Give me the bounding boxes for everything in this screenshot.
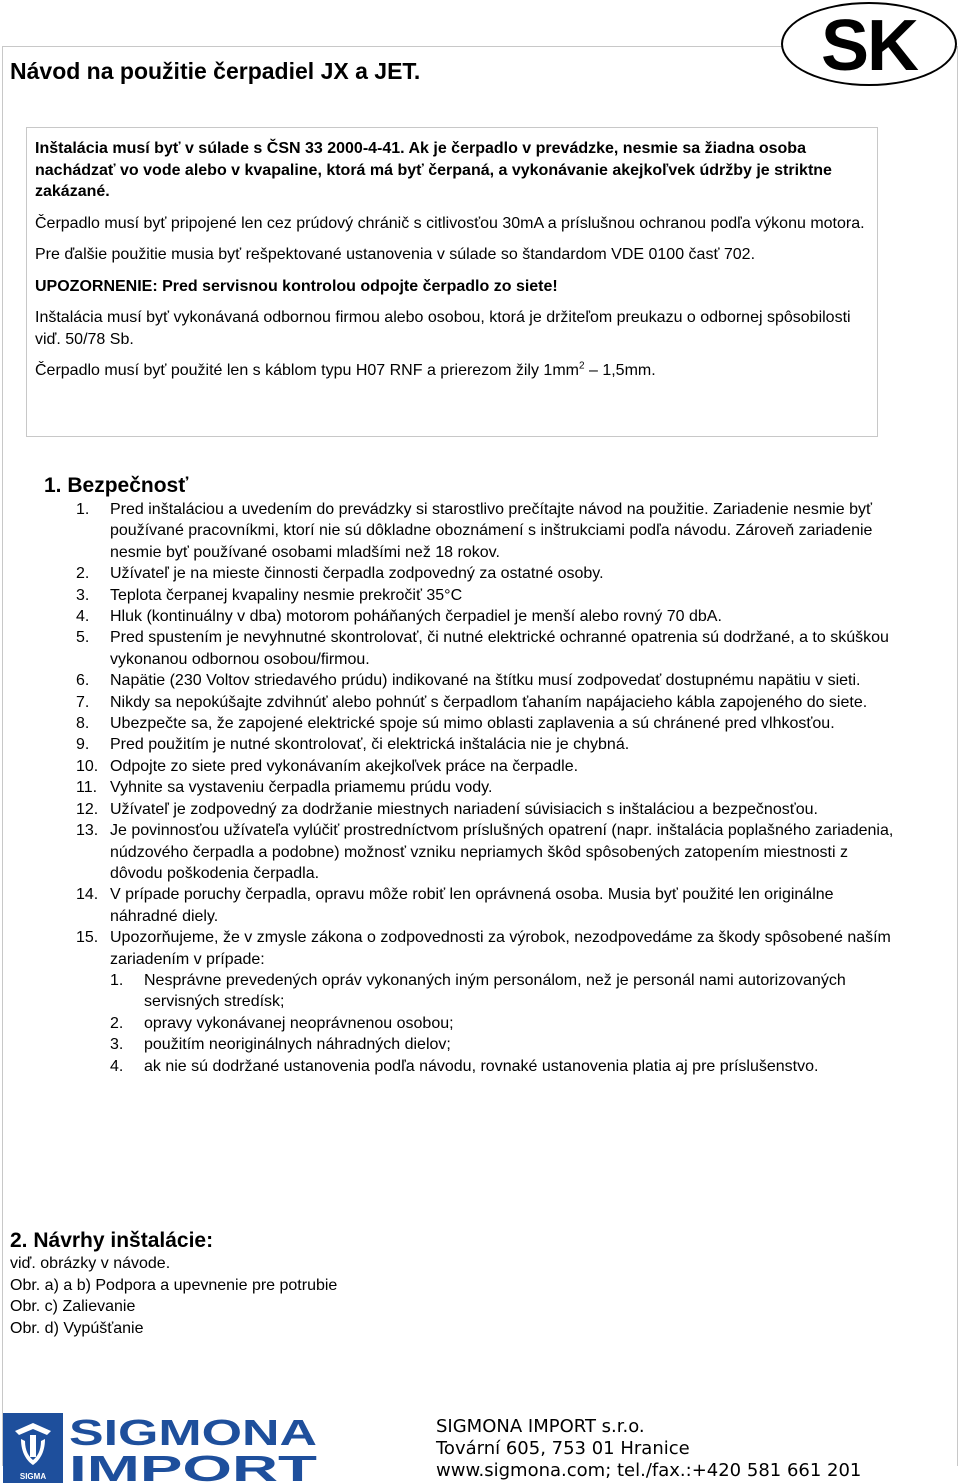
list-item <box>76 756 896 777</box>
safety-list <box>76 499 896 1077</box>
item-number: 10. <box>76 757 99 775</box>
subitem-text: ak nie sú dodržané ustanovenia podľa návodu, rovnaké ustanovenia platia aj pre príslušenstvo. <box>144 1057 819 1075</box>
info-paragraph-vde: Pre ďalšie použitie musia byť rešpektované ustanovenia v súlade so štandardom VDE 0100 časť 702. <box>35 246 756 263</box>
document-title: Návod na použitie čerpadiel JX a JET. <box>10 58 421 84</box>
item-number: 7. <box>76 693 90 711</box>
list-item <box>76 627 896 670</box>
subitem-number: 1. <box>110 971 124 989</box>
safety-info-box <box>26 127 878 437</box>
item-number: 1. <box>76 501 90 518</box>
installation-line: Obr. a) a b) Podpora a upevnenie pre potrubie <box>10 1276 338 1294</box>
item-number: 5. <box>76 629 90 647</box>
list-item <box>76 777 896 798</box>
list-item <box>76 820 896 884</box>
item-text: Upozorňujeme, že v zmysle zákona o zodpovednosti za výrobok, nezodpovedáme za škody spôsobené naším zariadením v prípade: <box>110 929 891 968</box>
sublist-item <box>110 1013 896 1034</box>
list-item <box>76 692 896 713</box>
company-contact <box>436 1416 861 1482</box>
item-text: Hluk (kontinuálny v dba) motorom poháňaných čerpadiel je menší alebo rovný 70 dbA. <box>110 608 722 626</box>
company-web-phone: www.sigmona.com; tel./fax.:+420 581 661 201 <box>436 1460 862 1481</box>
list-item <box>76 713 896 734</box>
info-paragraph-qualification: Inštalácia musí byť vykonávaná odbornou firmou alebo osobou, ktorá je držiteľom preukazu o odbornej spôsobilosti viď. 50/78 Sb. <box>35 309 851 348</box>
subitem-text: použitím neoriginálnych náhradných dielov; <box>144 1036 451 1054</box>
list-item <box>76 734 896 755</box>
list-item <box>76 499 896 563</box>
item-number: 2. <box>76 565 90 583</box>
list-item <box>76 670 896 691</box>
logo-text-top: SIGMONA <box>69 1413 317 1453</box>
item-number: 4. <box>76 608 90 626</box>
subitem-number: 3. <box>110 1036 124 1054</box>
info-paragraph-cable <box>35 360 869 382</box>
item-number: 11. <box>76 779 98 797</box>
sublist-item <box>110 970 896 1013</box>
item-number: 3. <box>76 586 90 604</box>
subitem-text: opravy vykonávanej neoprávnenou osobou; <box>144 1014 454 1032</box>
item-text: Pred použitím je nutné skontrolovať, či elektrická inštalácia nie je chybná. <box>110 736 630 754</box>
item-number: 14. <box>76 886 99 904</box>
item-number: 13. <box>76 822 99 840</box>
item-number: 9. <box>76 736 90 754</box>
info-paragraph-installation: Inštalácia musí byť v súlade s ČSN 33 2000-4-41. Ak je čerpadlo v prevádzke, nesmie sa žiadna osoba nachádzať vo vode alebo v kvapaline, ktorá má byť čerpaná, a vykonávanie akejkoľvek údržby je striktne zakázané. <box>35 140 832 200</box>
section-installation-heading: 2. Návrhy inštalácie: <box>10 1229 214 1252</box>
item-text: V prípade poruchy čerpadla, opravu môže robiť len oprávnená osoba. Musia byť použité len originálne náhradné diely. <box>110 886 834 925</box>
item-text: Pred spustením je nevyhnutné skontrolovať, či nutné elektrické ochranné opatrenia sú dodržané, a to skúškou vykonanou odbornou osobou/firmou. <box>110 629 889 668</box>
item-number: 6. <box>76 672 90 690</box>
item-text: Odpojte zo siete pred vykonávaním akejkoľvek práce na čerpadle. <box>110 757 579 775</box>
cable-text-start: Čerpadlo musí byť použité len s káblom typu H07 RNF a prierezom žily 1mm <box>35 362 579 379</box>
installation-lines <box>10 1253 337 1339</box>
liability-sublist <box>110 970 896 1077</box>
item-text: Je povinnosťou užívateľa vylúčiť prostredníctvom príslušných opatrení (napr. inštalácia poplašného zariadenia, núdzového čerpadla a podobne) možnosť vzniku nepriamych škôd spôsobených zatopením miestnosti z dôvodu poškodenia čerpadla. <box>110 822 894 882</box>
list-item <box>76 606 896 627</box>
cable-text-end: – 1,5mm. <box>584 362 656 379</box>
section-safety-heading: 1. Bezpečnosť <box>44 474 189 497</box>
subitem-number: 2. <box>110 1014 124 1032</box>
item-text: Napätie (230 Voltov striedavého prúdu) indikované na štítku musí zodpovedať dostupnému napätiu v sieti. <box>110 672 861 690</box>
item-text: Užívateľ je na mieste činnosti čerpadla zodpovedný za ostatné osoby. <box>110 565 604 583</box>
installation-line: viď. obrázky v návode. <box>10 1255 171 1272</box>
logo-text-bottom: IMPORT <box>69 1448 318 1483</box>
list-item <box>76 563 896 584</box>
company-name: SIGMONA IMPORT s.r.o. <box>436 1416 645 1437</box>
cable-superscript: 2 <box>578 360 585 372</box>
list-item <box>76 884 896 927</box>
sublist-item <box>110 1056 896 1077</box>
item-text: Užívateľ je zodpovedný za dodržanie miestnych nariadení súvisiacich s inštaláciou a bezpečnosťou. <box>110 800 818 818</box>
installation-line: Obr. c) Zalievanie <box>10 1298 136 1315</box>
subitem-text: Nesprávne prevedených opráv vykonaných iným personálom, než je personál nami autorizovaných servisných stredísk; <box>144 971 846 1011</box>
item-text: Teplota čerpanej kvapaliny nesmie prekročiť 35°C <box>110 586 463 604</box>
list-item <box>76 927 896 1077</box>
company-address: Tovární 605, 753 01 Hranice <box>436 1438 690 1459</box>
list-item <box>76 585 896 606</box>
item-number: 15. <box>76 929 99 947</box>
item-number: 12. <box>76 800 99 818</box>
logo-small-text: SIGMA <box>19 1472 47 1481</box>
country-badge: SK <box>781 2 957 86</box>
item-number: 8. <box>76 715 90 733</box>
item-text: Ubezpečte sa, že zapojené elektrické spoje sú mimo oblasti zaplavenia a sú chránené pred vlhkosťou. <box>110 715 835 733</box>
subitem-number: 4. <box>110 1057 124 1075</box>
info-paragraph-warning: UPOZORNENIE: Pred servisnou kontrolou odpojte čerpadlo zo siete! <box>35 277 558 295</box>
installation-line: Obr. d) Vypúšťanie <box>10 1319 144 1337</box>
item-text: Pred inštaláciou a uvedením do prevádzky si starostlivo prečítajte návod na použitie. Zariadenie nesmie byť používané pracovníkmi, ktorí nie sú dôkladne oboznámení s inštrukciami podľa návodu. Zároveň zariadenie nesmie byť používané osobami mladšími než 18 rokov. <box>110 501 873 561</box>
item-text: Vyhnite sa vystaveniu čerpadla priamemu prúdu vody. <box>110 779 493 797</box>
sigmona-logo <box>3 1413 321 1483</box>
list-item <box>76 799 896 820</box>
sublist-item <box>110 1034 896 1055</box>
info-paragraph-breaker: Čerpadlo musí byť pripojené len cez prúdový chránič s citlivosťou 30mA a príslušnou ochranou podľa výkonu motora. <box>35 214 865 232</box>
item-text: Nikdy sa nepokúšajte zdvihnúť alebo pohnúť s čerpadlom ťahaním napájacieho kábla zapojeného do siete. <box>110 693 868 711</box>
